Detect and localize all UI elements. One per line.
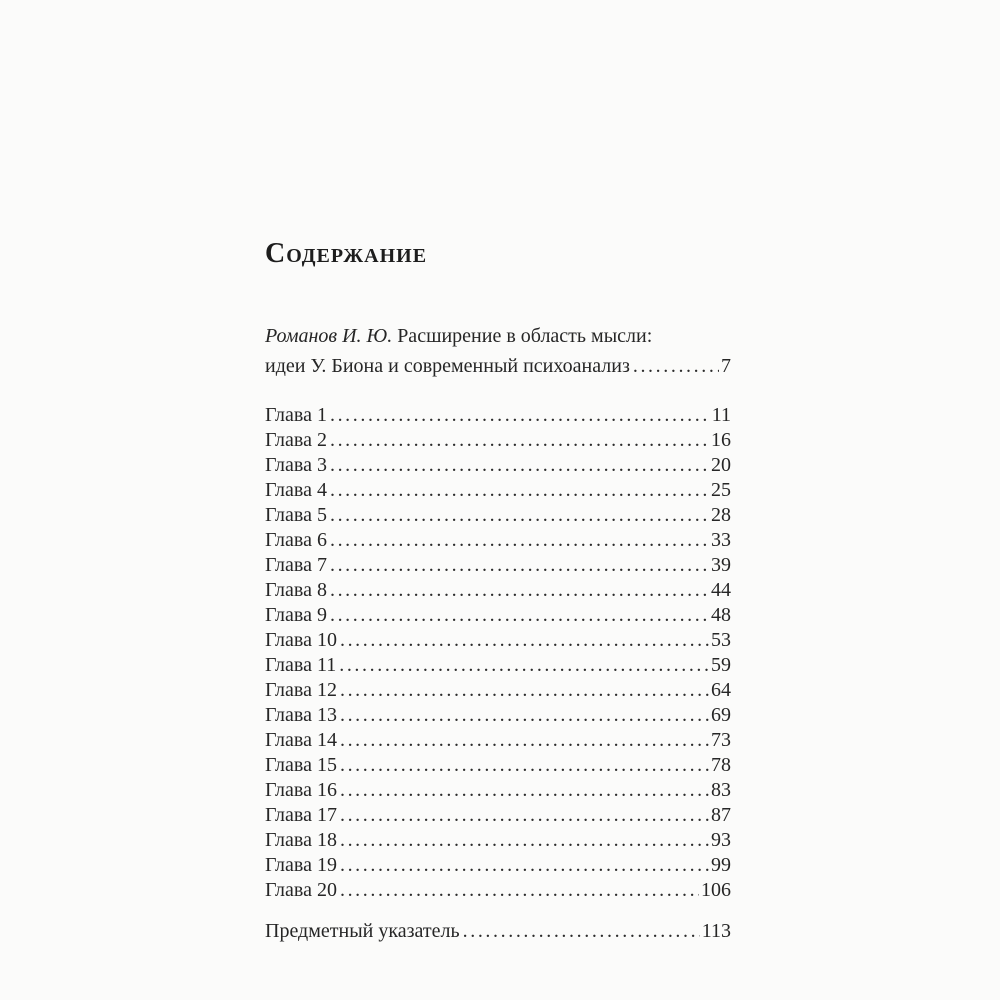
chapter-label: Глава 14 [265, 729, 337, 751]
chapter-label: Глава 11 [265, 654, 337, 676]
page-number: 20 [711, 454, 731, 476]
page-number: 44 [711, 579, 731, 601]
index-label: Предметный указатель [265, 920, 460, 942]
toc-entry-chapter [265, 653, 731, 678]
page-number: 16 [711, 429, 731, 451]
chapter-label: Глава 19 [265, 854, 337, 876]
dot-leader [340, 853, 709, 878]
dot-leader [340, 703, 709, 728]
toc-entry-chapter [265, 878, 731, 903]
toc-entry-chapter [265, 803, 731, 828]
dot-leader [340, 753, 709, 778]
dot-leader [330, 603, 709, 628]
chapter-label: Глава 1 [265, 404, 327, 426]
intro-line-1 [265, 321, 731, 351]
chapter-label: Глава 8 [265, 579, 327, 601]
chapter-label: Глава 9 [265, 604, 327, 626]
toc-entry-chapter [265, 553, 731, 578]
chapter-label: Глава 4 [265, 479, 327, 501]
chapter-label: Глава 13 [265, 704, 337, 726]
chapter-label: Глава 2 [265, 429, 327, 451]
toc-entry-chapter [265, 828, 731, 853]
toc-entry-chapter [265, 853, 731, 878]
dot-leader [340, 778, 709, 803]
dot-leader [330, 578, 709, 603]
dot-leader [340, 678, 709, 703]
page-number: 69 [711, 704, 731, 726]
page-number: 93 [711, 829, 731, 851]
chapter-list [265, 403, 731, 903]
dot-leader [340, 878, 699, 903]
page-number: 99 [711, 854, 731, 876]
page-number: 53 [711, 629, 731, 651]
page-number: 7 [721, 355, 731, 377]
dot-leader [633, 351, 719, 381]
toc-entry-index [265, 916, 731, 946]
page-number: 33 [711, 529, 731, 551]
toc-entry-chapter [265, 453, 731, 478]
toc-entry-chapter [265, 778, 731, 803]
dot-leader [340, 628, 709, 653]
dot-leader [340, 828, 709, 853]
toc-entry-chapter [265, 428, 731, 453]
page-number: 48 [711, 604, 731, 626]
dot-leader [340, 803, 709, 828]
dot-leader [330, 528, 709, 553]
toc-entry-chapter [265, 678, 731, 703]
dot-leader [340, 728, 709, 753]
chapter-label: Глава 12 [265, 679, 337, 701]
chapter-label: Глава 10 [265, 629, 337, 651]
toc-entry-chapter [265, 503, 731, 528]
toc-entry-chapter [265, 403, 731, 428]
chapter-label: Глава 3 [265, 454, 327, 476]
dot-leader [330, 403, 710, 428]
page-number: 106 [701, 879, 731, 901]
dot-leader [330, 553, 709, 578]
page-content [265, 238, 731, 946]
dot-leader [339, 653, 709, 678]
chapter-label: Глава 15 [265, 754, 337, 776]
page-number: 83 [711, 779, 731, 801]
toc-entry-chapter [265, 603, 731, 628]
toc-entry-chapter [265, 478, 731, 503]
page-number: 78 [711, 754, 731, 776]
dot-leader [330, 478, 709, 503]
page-number: 39 [711, 554, 731, 576]
chapter-label: Глава 18 [265, 829, 337, 851]
dot-leader [330, 503, 709, 528]
page-number: 64 [711, 679, 731, 701]
chapter-label: Глава 7 [265, 554, 327, 576]
page-number: 25 [711, 479, 731, 501]
page-number: 11 [711, 404, 731, 426]
chapter-label: Глава 20 [265, 879, 337, 901]
intro-title-line1: Расширение в область мысли: [397, 325, 653, 347]
page-title: Содержание [265, 238, 428, 269]
toc-entry-chapter [265, 753, 731, 778]
page-number: 28 [711, 504, 731, 526]
toc-entry-chapter [265, 578, 731, 603]
table-of-contents [265, 321, 731, 946]
intro-title-line2: идеи У. Биона и современный психоанализ [265, 355, 630, 377]
intro-author: Романов И. Ю. [265, 325, 393, 347]
intro-line-2 [265, 351, 731, 381]
toc-entry-intro [265, 321, 731, 381]
page-number: 87 [711, 804, 731, 826]
page-number: 59 [711, 654, 731, 676]
chapter-label: Глава 16 [265, 779, 337, 801]
dot-leader [463, 916, 700, 946]
chapter-label: Глава 6 [265, 529, 327, 551]
chapter-label: Глава 5 [265, 504, 327, 526]
chapter-label: Глава 17 [265, 804, 337, 826]
toc-entry-chapter [265, 703, 731, 728]
toc-entry-chapter [265, 728, 731, 753]
toc-entry-chapter [265, 528, 731, 553]
dot-leader [330, 428, 709, 453]
toc-entry-chapter [265, 628, 731, 653]
page-number: 73 [711, 729, 731, 751]
dot-leader [330, 453, 709, 478]
page-number: 113 [701, 920, 731, 942]
